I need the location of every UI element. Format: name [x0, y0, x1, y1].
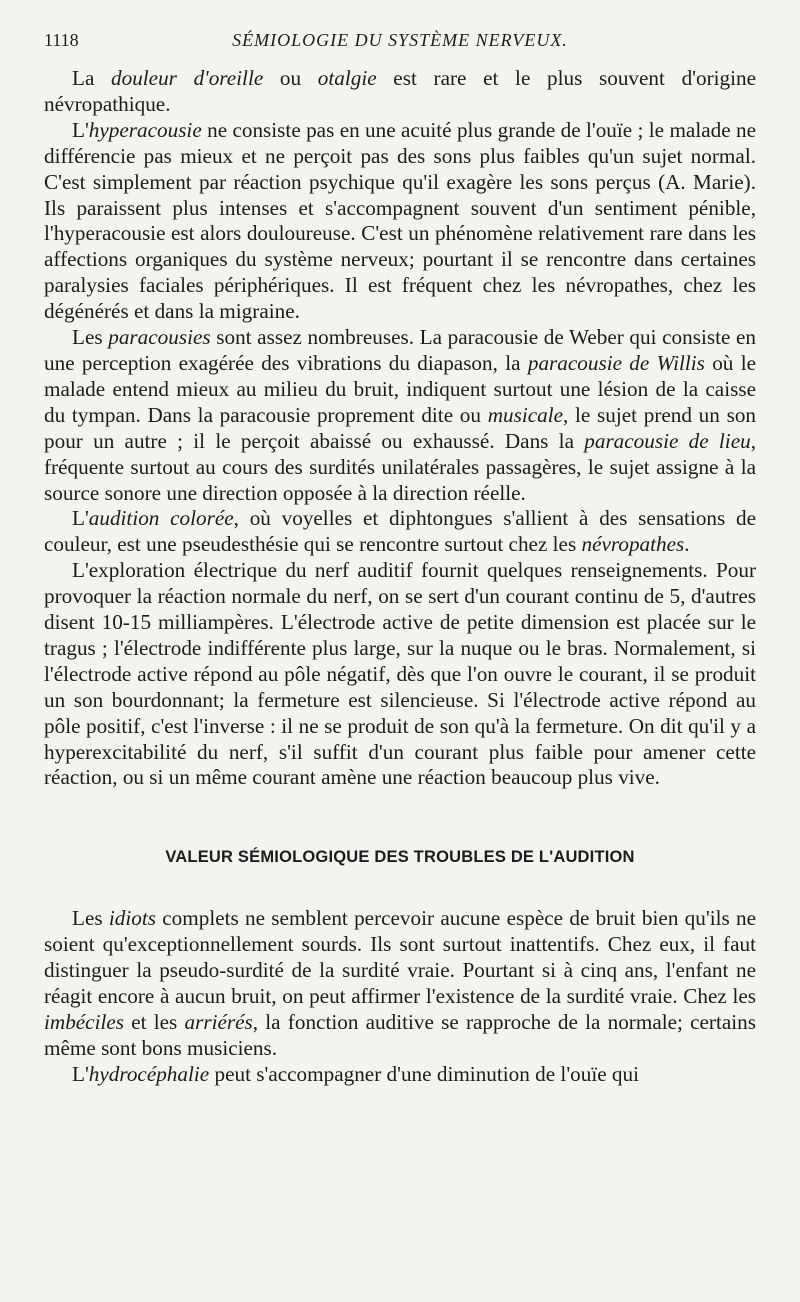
paragraph-hyperacousie: L'hyperacousie ne consiste pas en une acuité plus grande de l'ouïe ; le malade ne différencie pas mieux et ne perçoit pas des sons plus faibles qu'un sujet normal. C'est simplement par réaction psychique qu'il exagère les sons perçus (A. Marie). Ils paraissent plus intenses et s'accompagnent souvent d'un sentiment pénible, l'hyperacousie est alors douloureuse. C'est un phénomène relativement rare dans les affections organiques du système nerveux; pourtant il se rencontre dans certaines paralysies faciales périphériques. Il est fréquent chez les névropathes, chez les dégénérés et dans la migraine.: [44, 117, 756, 324]
paragraph-otalgie: La douleur d'oreille ou otalgie est rare et le plus souvent d'origine névropathique.: [44, 66, 756, 116]
paragraph-audition-coloree: L'audition colorée, où voyelles et diphtongues s'allient à des sensations de couleur, est une pseudesthésie qui se rencontre surtout chez les névropathes.: [44, 506, 756, 557]
page-header: [44, 30, 756, 60]
section-heading: VALEUR SÉMIOLOGIQUE DES TROUBLES DE L'AUDITION: [165, 848, 635, 867]
page-number: 1118: [44, 30, 79, 50]
paragraph-paracousies: Les paracousies sont assez nombreuses. La paracousie de Weber qui consiste en une perception exagérée des vibrations du diapason, la paracousie de Willis où le malade entend mieux au milieu du bruit, indiquent surtout une lésion de la caisse du tympan. Dans la paracousie proprement dite ou musicale, le sujet prend un son pour un autre ; il le perçoit abaissé ou exhaussé. Dans la paracousie de lieu, fréquente surtout au cours des surdités unilatérales passagères, le sujet assigne à la source sonore une direction opposée à la direction réelle.: [44, 325, 757, 505]
body-text: [44, 66, 756, 1088]
paragraph-idiots: Les idiots complets ne semblent percevoir aucune espèce de bruit bien qu'ils ne soient qu'exceptionnellement sourds. Ils sont surtout inattentifs. Chez eux, il faut distinguer la pseudo-surdité de la surdité vraie. Pourtant si à cinq ans, l'enfant ne réagit encore à aucun bruit, on peut affirmer l'existence de la surdité vraie. Chez les imbéciles et les arriérés, la fonction auditive se rapproche de la normale; certains même sont bons musiciens.: [44, 906, 757, 1060]
paragraph-exploration-electrique: L'exploration électrique du nerf auditif fournit quelques renseignements. Pour provoquer la réaction normale du nerf, on se sert d'un courant continu de 5, d'autres disent 10-15 milliampères. L'électrode active de petite dimension est placée sur le tragus ; l'électrode indifférente plus large, sur la nuque ou le bras. Normalement, si l'électrode active répond au pôle négatif, dès que l'on ouvre le courant, il se produit un son bourdonnant; la fermeture est silencieuse. Si l'électrode active répond au pôle positif, c'est l'inverse : il ne se produit de son qu'à la fermeture. On dit qu'il y a hyperexcitabilité du nerf, s'il suffit d'un courant plus faible pour amener cette réaction, ou si un même courant amène une réaction beaucoup plus vive.: [44, 558, 756, 790]
paragraph-hydrocephalie: L'hydrocéphalie peut s'accompagner d'une diminution de l'ouïe qui: [72, 1061, 639, 1086]
running-title: SÉMIOLOGIE DU SYSTÈME NERVEUX.: [232, 30, 568, 50]
